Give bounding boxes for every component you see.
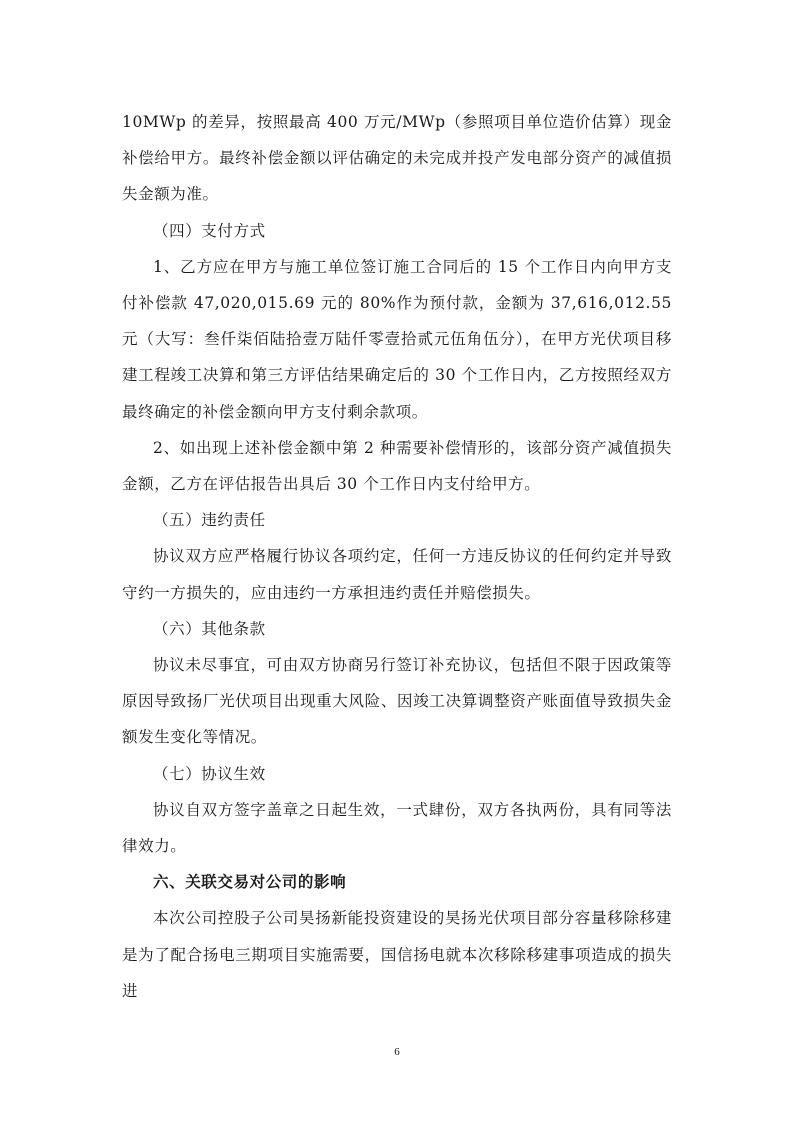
heading-breach-liability: （五）违约责任 xyxy=(153,511,266,530)
paragraph-impact: 本次公司控股子公司昊扬新能投资建设的昊扬光伏项目部分容量移除移建是为了配合扬电三期项目实施需要，国信扬电就本次移除移建事项造成的损失进 xyxy=(122,909,672,1000)
section-heading-impact: 六、关联交易对公司的影响 xyxy=(153,873,347,892)
paragraph-breach-liability: 协议双方应严格履行协议各项约定，任何一方违反协议的任何约定并导致守约一方损失的，应由违约一方承担违约责任并赔偿损失。 xyxy=(122,547,672,602)
paragraph-agreement-effect: 协议自双方签字盖章之日起生效，一式肆份，双方各执两份，具有同等法律效力。 xyxy=(122,800,672,856)
page-number: 6 xyxy=(394,1046,400,1058)
heading-other-terms: （六）其他条款 xyxy=(153,619,266,638)
paragraph-payment-2: 2、如出现上述补偿金额中第 2 种需要补偿情形的，该部分资产减值损失金额，乙方在评估报告出具后 30 个工作日内支付给甲方。 xyxy=(122,438,672,494)
paragraph-payment-1: 1、乙方应在甲方与施工单位签订施工合同后的 15 个工作日内向甲方支付补偿款 47,020,015.69 元的 80%作为预付款，金额为 37,616,012.55 元（大写：叁仟柒佰陆拾壹万陆仟零壹拾贰元伍角伍分），在甲方光伏项目移建工程竣工决算和第三方评估结果确定后的 30 个工作日内，乙方按照经双方最终确定的补偿金额向甲方支付剩余款项。 xyxy=(122,257,672,421)
heading-payment-method: （四）支付方式 xyxy=(153,221,266,240)
heading-agreement-effect: （七）协议生效 xyxy=(153,764,266,783)
paragraph-compensation-continued: 10MWp 的差异，按照最高 400 万元/MWp（参照项目单位造价估算）现金补偿给甲方。最终补偿金额以评估确定的未完成并投产发电部分资产的减值损失金额为准。 xyxy=(122,113,672,204)
paragraph-other-terms: 协议未尽事宜，可由双方协商另行签订补充协议，包括但不限于因政策等原因导致扬厂光伏项目出现重大风险、因竣工决算调整资产账面值导致损失金额发生变化等情况。 xyxy=(122,656,672,747)
document-body xyxy=(122,104,672,1009)
